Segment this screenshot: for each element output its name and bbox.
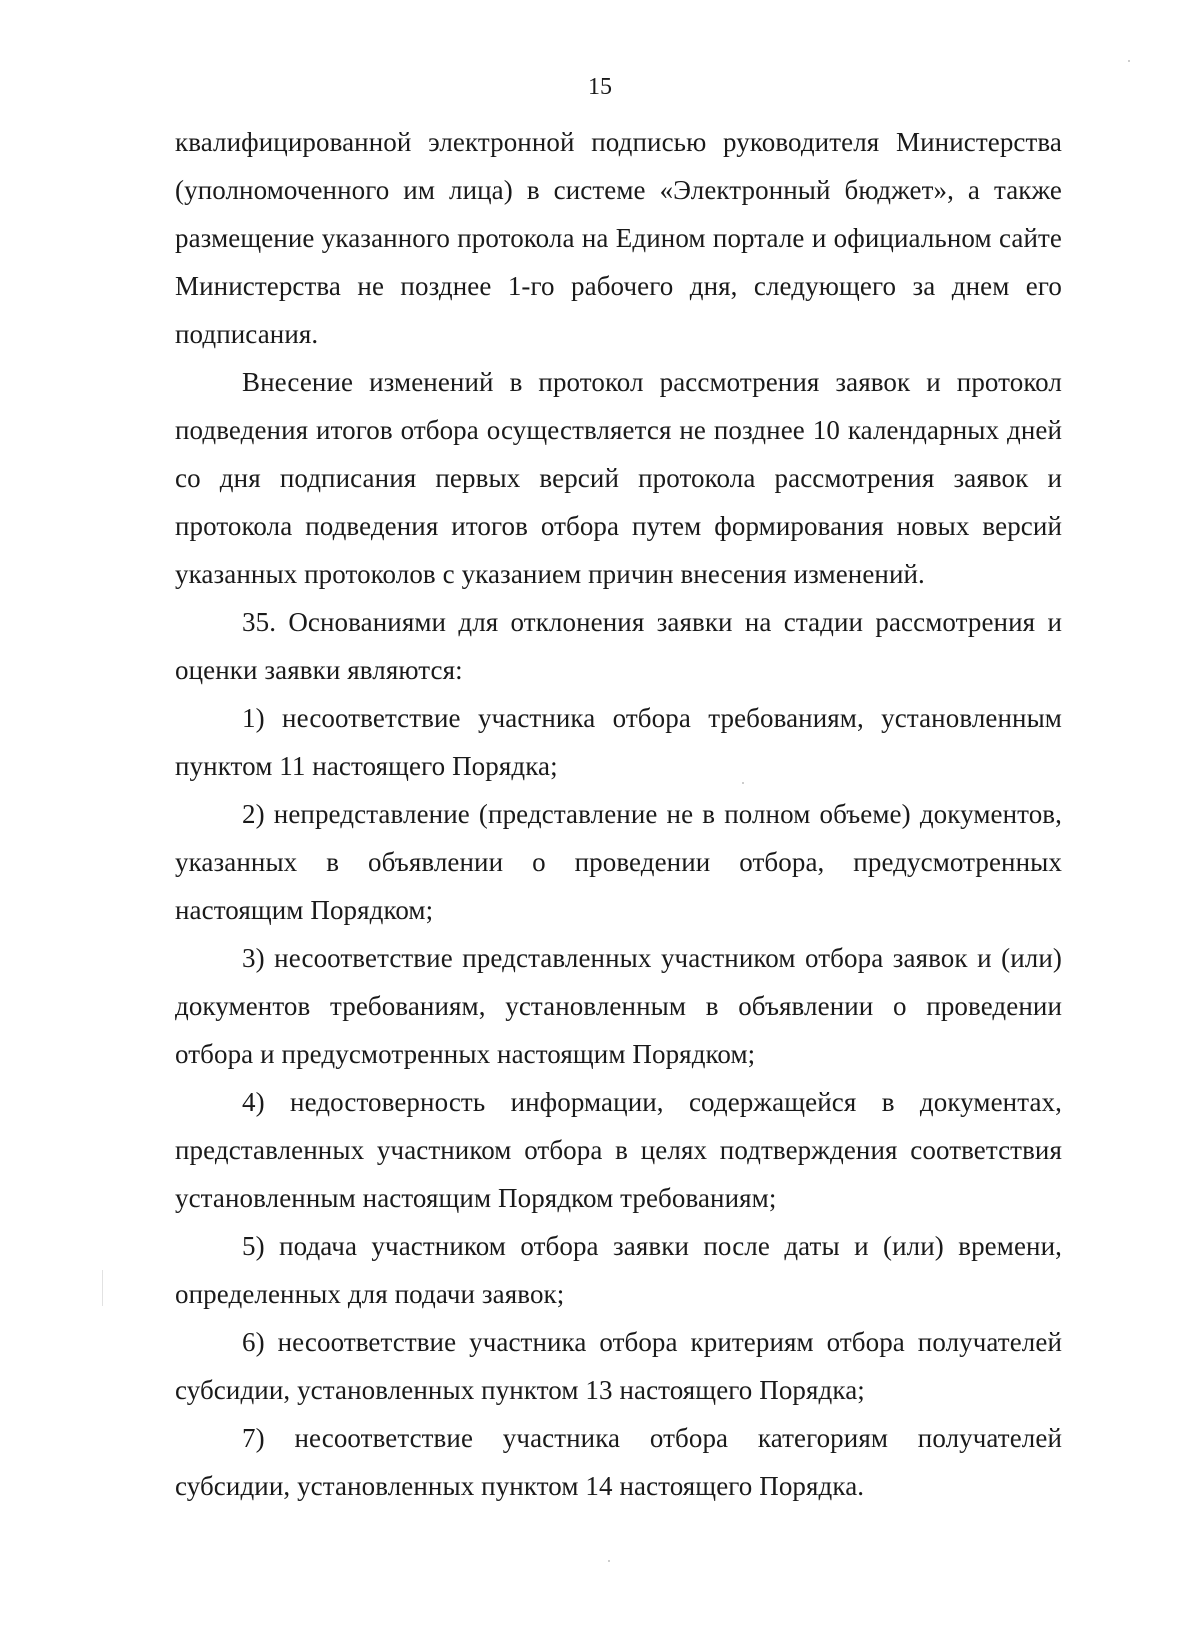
list-item-7: 7) несоответствие участника отбора категориям получателей субсидии, установленных пунктом 14 настоящего Порядка. [175,1423,1062,1501]
scan-speck [742,782,744,784]
list-item-3: 3) несоответствие представленных участником отбора заявок и (или) документов требованиям, установленным в объявлении о проведении отбора и предусмотренных настоящим Порядком; [175,943,1062,1069]
paragraph-protocol-changes: Внесение изменений в протокол рассмотрения заявок и протокол подведения итогов отбора осуществляется не позднее 10 календарных дней со дня подписания первых версий протокола рассмотрения заявок и протокола подведения итогов отбора путем формирования новых версий указанных протоколов с указанием причин внесения изменений. [175,367,1062,589]
list-item-5: 5) подача участником отбора заявки после даты и (или) времени, определенных для подачи заявок; [175,1231,1062,1309]
list-item-4: 4) недостоверность информации, содержащейся в документах, представленных участником отбора в целях подтверждения соответствия установленным настоящим Порядком требованиям; [175,1087,1062,1213]
paragraph-item-35-rejection-grounds: 35. Основаниями для отклонения заявки на стадии рассмотрения и оценки заявки являются: [175,607,1062,685]
scan-line [102,1270,103,1306]
paragraph-protocol-signing: квалифицированной электронной подписью руководителя Министерства (уполномоченного им лица) в системе «Электронный бюджет», а также размещение указанного протокола на Едином портале и официальном сайте Министерства не позднее 1-го рабочего дня, следующего за днем его подписания. [175,127,1062,349]
scan-speck [1128,60,1130,62]
document-body [175,118,1062,1510]
list-item-6: 6) несоответствие участника отбора критериям отбора получателей субсидии, установленных пунктом 13 настоящего Порядка; [175,1327,1062,1405]
scan-speck [608,1560,610,1562]
list-item-2: 2) непредставление (представление не в полном объеме) документов, указанных в объявлении о проведении отбора, предусмотренных настоящим Порядком; [175,799,1062,925]
page-number: 15 [588,74,612,100]
list-item-1: 1) несоответствие участника отбора требованиям, установленным пунктом 11 настоящего Порядка; [175,703,1062,781]
